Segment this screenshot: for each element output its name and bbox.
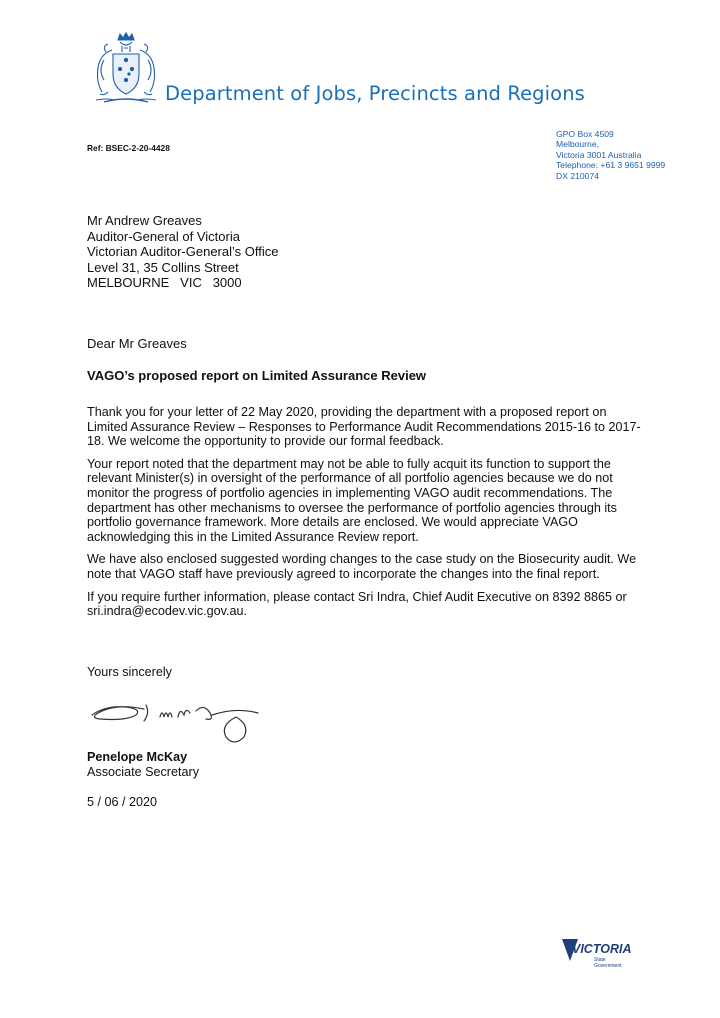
coat-of-arms-icon (86, 30, 162, 106)
address-line: DX 210074 (556, 170, 600, 181)
recipient-line: Victorian Auditor-General’s Office (87, 244, 279, 259)
recipient-address (87, 213, 279, 291)
body-paragraph: We have also enclosed suggested wording changes to the case study on the Biosecurity audit. We note that VAGO staff have previously agreed to incorporate the changes into the final report. (87, 552, 637, 581)
closing: Yours sincerely (87, 665, 172, 679)
signer-title: Associate Secretary (87, 765, 199, 779)
recipient-line: Level 31, 35 Collins Street (87, 259, 239, 275)
logo-wordmark: VICTORIA (572, 942, 632, 956)
letter-date: 5 / 06 / 2020 (87, 795, 158, 809)
reference-number: Ref: BSEC-2-20-4428 (87, 143, 170, 153)
logo-line-state: State (594, 957, 606, 963)
logo-line-government: Government (594, 963, 622, 969)
signature-image (86, 693, 266, 749)
address-line: GPO Box 4509 (556, 129, 614, 139)
address-line: Melbourne, (556, 139, 599, 150)
victoria-state-government-logo (560, 935, 640, 975)
body-paragraph: Your report noted that the department may not be able to fully acquit its function to support the relevant Minister(s) in oversight of the performance of all portfolio agencies because we do not monitor the progress of portfolio agencies in implementing VAGO audit recommendations. The department has other mechanisms to oversee the performance of portfolio agencies through its portfolio governance framework. More details are enclosed. We would appreciate VAGO acknowledging this in the Limited Assurance Review report. (87, 456, 617, 544)
address-line: Telephone: +61 3 9651 9999 (556, 160, 666, 171)
body-paragraph: If you require further information, please contact Sri Indra, Chief Audit Executive on 8392 8865 or sri.indra@ecodev.vic.gov.au. (87, 589, 627, 619)
department-name: Department of Jobs, Precincts and Regions (165, 82, 585, 105)
salutation: Dear Mr Greaves (87, 336, 187, 351)
recipient-line: Auditor-General of Victoria (87, 228, 240, 244)
sender-address (556, 129, 665, 181)
subject-line: VAGO’s proposed report on Limited Assurance Review (87, 368, 427, 383)
signer-name: Penelope McKay (87, 750, 188, 764)
body-paragraph: Thank you for your letter of 22 May 2020, providing the department with a proposed report on Limited Assurance Review – Responses to Performance Audit Recommendations 2015-16 to 2017-18. We welcome the opportunity to provide our formal feedback. (87, 405, 641, 449)
letter-body (87, 405, 647, 627)
recipient-line: Mr Andrew Greaves (87, 213, 202, 228)
address-line: Victoria 3001 Australia (556, 149, 642, 160)
recipient-line: MELBOURNE VIC 3000 (87, 275, 242, 290)
